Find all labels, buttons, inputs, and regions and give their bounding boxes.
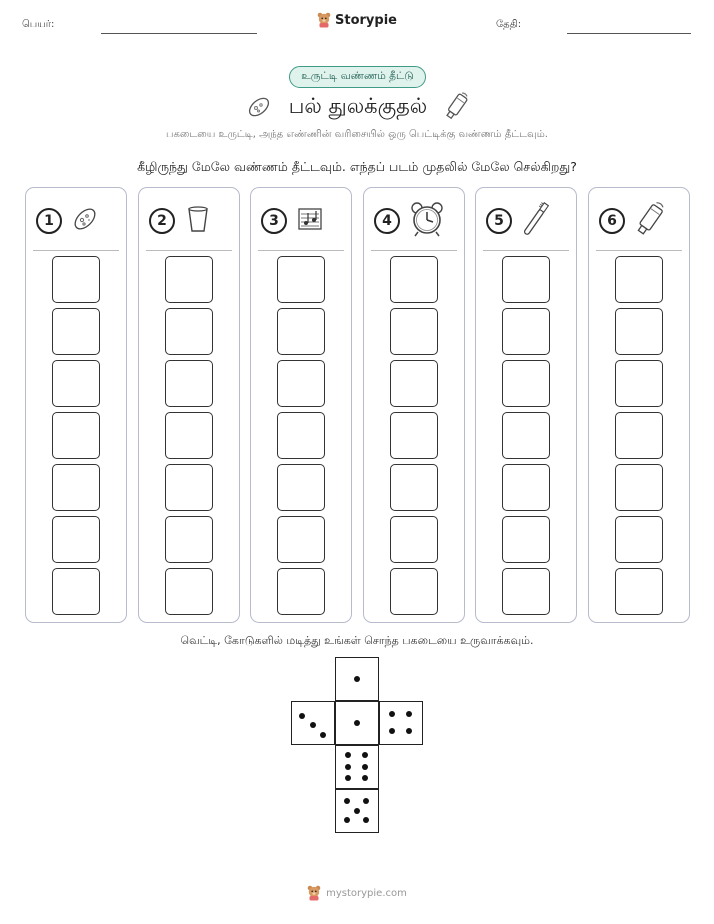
color-box[interactable] <box>165 412 213 459</box>
column-divider <box>146 250 232 251</box>
color-box[interactable] <box>52 412 100 459</box>
color-box[interactable] <box>615 412 663 459</box>
die-pip <box>354 676 360 682</box>
name-line[interactable] <box>101 33 257 34</box>
date-label: தேதி: <box>496 19 522 30</box>
die-pip <box>362 752 368 758</box>
color-box[interactable] <box>615 464 663 511</box>
column-5 <box>475 187 577 623</box>
die-face <box>335 745 379 789</box>
color-box[interactable] <box>52 308 100 355</box>
die-face <box>291 701 335 745</box>
column-divider <box>33 250 119 251</box>
die-pip <box>320 732 326 738</box>
color-box[interactable] <box>277 568 325 615</box>
die-pip <box>406 711 412 717</box>
color-box[interactable] <box>615 308 663 355</box>
color-box[interactable] <box>390 412 438 459</box>
column-header <box>599 202 683 240</box>
color-box[interactable] <box>165 256 213 303</box>
color-box[interactable] <box>390 360 438 407</box>
toothbrush-icon <box>520 199 552 243</box>
color-box[interactable] <box>615 360 663 407</box>
color-box[interactable] <box>502 360 550 407</box>
color-box[interactable] <box>277 516 325 563</box>
column-number: 6 <box>599 208 625 234</box>
color-box[interactable] <box>502 568 550 615</box>
date-line[interactable] <box>567 33 691 34</box>
subtitle: பகடையை உருட்டி, அந்த எண்ணின் வரிசையில் ஒரு பெட்டிக்கு வண்ணம் தீட்டவும். <box>166 129 548 140</box>
color-box[interactable] <box>390 568 438 615</box>
color-box[interactable] <box>615 516 663 563</box>
die-face <box>335 657 379 701</box>
color-box[interactable] <box>52 516 100 563</box>
column-divider <box>483 250 569 251</box>
bear-logo-icon <box>307 885 321 901</box>
color-box[interactable] <box>277 464 325 511</box>
column-header <box>374 202 458 240</box>
color-box[interactable] <box>390 464 438 511</box>
die-pip <box>344 817 350 823</box>
color-box[interactable] <box>502 308 550 355</box>
die-pip <box>345 752 351 758</box>
color-box[interactable] <box>165 516 213 563</box>
die-pip <box>363 817 369 823</box>
music-sheet-icon <box>295 204 325 238</box>
die-pip <box>354 720 360 726</box>
column-divider <box>596 250 682 251</box>
cut-instruction: வெட்டி, கோடுகளில் மடித்து உங்கள் சொந்த பகடையை உருவாக்கவும். <box>180 634 534 647</box>
color-box[interactable] <box>277 412 325 459</box>
column-number: 4 <box>374 208 400 234</box>
color-box[interactable] <box>615 568 663 615</box>
column-number: 2 <box>149 208 175 234</box>
die-pip <box>362 764 368 770</box>
column-1 <box>25 187 127 623</box>
toothpaste-icon <box>443 91 469 123</box>
footer-url: mystorypie.com <box>326 887 407 899</box>
color-box[interactable] <box>615 256 663 303</box>
color-box[interactable] <box>390 516 438 563</box>
instruction: கீழிருந்து மேலே வண்ணம் தீட்டவும். எந்தப் படம் முதலில் மேலே செல்கிறது? <box>137 159 577 174</box>
die-pip <box>345 764 351 770</box>
die-pip <box>389 711 395 717</box>
die-pip <box>389 728 395 734</box>
die-pip <box>363 798 369 804</box>
page-title: பல் துலக்குதல் <box>288 93 428 118</box>
brand-name: Storypie <box>335 12 397 28</box>
column-divider <box>258 250 344 251</box>
color-box[interactable] <box>165 308 213 355</box>
column-6 <box>588 187 690 623</box>
die-pip <box>354 808 360 814</box>
column-4 <box>363 187 465 623</box>
die-pip <box>406 728 412 734</box>
title-row <box>0 90 714 124</box>
name-label: பெயர்: <box>22 19 55 30</box>
die-pip <box>345 775 351 781</box>
cup-icon <box>183 204 213 238</box>
die-face <box>335 701 379 745</box>
activity-badge: உருட்டி வண்ணம் தீட்டு <box>289 66 426 88</box>
color-box[interactable] <box>390 308 438 355</box>
column-number: 3 <box>261 208 287 234</box>
column-3 <box>250 187 352 623</box>
color-box[interactable] <box>52 360 100 407</box>
color-box[interactable] <box>52 568 100 615</box>
color-box[interactable] <box>52 256 100 303</box>
column-number: 1 <box>36 208 62 234</box>
color-box[interactable] <box>165 464 213 511</box>
column-number: 5 <box>486 208 512 234</box>
color-box[interactable] <box>277 360 325 407</box>
color-box[interactable] <box>165 568 213 615</box>
column-2 <box>138 187 240 623</box>
color-box[interactable] <box>390 256 438 303</box>
column-header <box>36 202 120 240</box>
die-pip <box>310 722 316 728</box>
color-box[interactable] <box>277 308 325 355</box>
column-header <box>486 202 570 240</box>
bear-logo-icon <box>317 12 331 28</box>
color-box[interactable] <box>277 256 325 303</box>
die-pip <box>362 775 368 781</box>
die-face <box>379 701 423 745</box>
alarm-clock-icon <box>408 200 446 242</box>
footer <box>0 885 714 905</box>
column-header <box>261 202 345 240</box>
color-box[interactable] <box>502 412 550 459</box>
brand-logo <box>0 12 714 32</box>
color-box[interactable] <box>502 516 550 563</box>
die-pip <box>299 713 305 719</box>
die-face <box>335 789 379 833</box>
column-divider <box>371 250 457 251</box>
germ-icon <box>70 204 100 238</box>
die-pip <box>344 798 350 804</box>
toothpaste-icon <box>633 199 667 243</box>
color-box[interactable] <box>502 256 550 303</box>
germ-icon <box>245 93 273 121</box>
color-box[interactable] <box>165 360 213 407</box>
column-header <box>149 202 233 240</box>
color-box[interactable] <box>52 464 100 511</box>
color-box[interactable] <box>502 464 550 511</box>
